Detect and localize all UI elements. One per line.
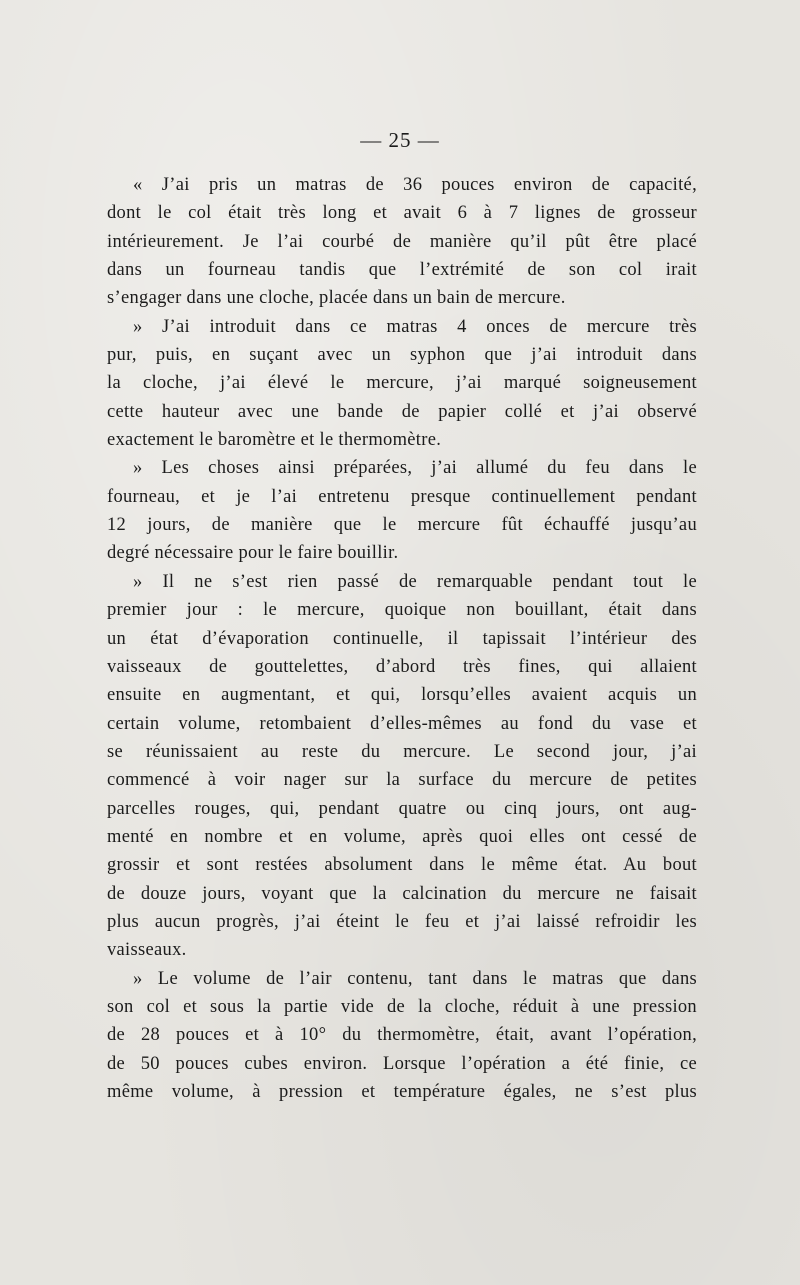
text-line: de 28 pouces et à 10° du thermomètre, était, avant l’opération, — [107, 1025, 697, 1046]
text-line: vaisseaux de gouttelettes, d’abord très fines, qui allaient — [107, 656, 697, 677]
text-line: de douze jours, voyant que la calcination du mercure ne faisait — [107, 883, 697, 904]
text-line: grossir et sont restées absolument dans le même état. Au bout — [107, 855, 697, 876]
text-line: intérieurement. Je l’ai courbé de manière qu’il pût être placé — [107, 231, 697, 252]
text-line: fourneau, et je l’ai entretenu presque continuellement pendant — [107, 486, 697, 507]
text-line: » Le volume de l’air contenu, tant dans le matras que dans — [133, 968, 697, 989]
text-line: vaisseaux. — [107, 940, 187, 961]
text-line: menté en nombre et en volume, après quoi elles ont cessé de — [107, 826, 697, 847]
body-text — [107, 171, 697, 1106]
text-line: se réunissaient au reste du mercure. Le second jour, j’ai — [107, 741, 697, 762]
text-line: dont le col était très long et avait 6 à 7 lignes de grosseur — [107, 203, 697, 224]
text-line: degré nécessaire pour le faire bouillir. — [107, 543, 399, 564]
text-line: un état d’évaporation continuelle, il tapissait l’intérieur des — [107, 628, 697, 649]
paragraph — [107, 454, 697, 567]
text-line: plus aucun progrès, j’ai éteint le feu et j’ai laissé refroidir les — [107, 911, 697, 932]
text-line: » J’ai introduit dans ce matras 4 onces de mercure très — [133, 316, 697, 337]
text-line: cette hauteur avec une bande de papier collé et j’ai observé — [107, 401, 697, 422]
text-line: exactement le baromètre et le thermomètre. — [107, 430, 442, 451]
text-line: dans un fourneau tandis que l’extrémité de son col irait — [107, 260, 697, 281]
text-line: pur, puis, en suçant avec un syphon que j’ai introduit dans — [107, 345, 697, 366]
paragraph — [107, 568, 697, 965]
text-line: 12 jours, de manière que le mercure fût échauffé jusqu’au — [107, 515, 697, 536]
text-line: certain volume, retombaient d’elles-mêmes au fond du vase et — [107, 713, 697, 734]
text-line: son col et sous la partie vide de la cloche, réduit à une pression — [107, 996, 697, 1017]
paragraph — [107, 965, 697, 1107]
text-line: la cloche, j’ai élevé le mercure, j’ai marqué soigneusement — [107, 373, 697, 394]
text-line: ensuite en augmentant, et qui, lorsqu’elles avaient acquis un — [107, 685, 697, 706]
text-line: même volume, à pression et température égales, ne s’est plus — [107, 1082, 697, 1102]
paragraph — [107, 313, 697, 455]
text-line: « J’ai pris un matras de 36 pouces environ de capacité, — [133, 175, 697, 195]
text-line: premier jour : le mercure, quoique non bouillant, était dans — [107, 600, 697, 621]
text-line: » Il ne s’est rien passé de remarquable pendant tout le — [133, 571, 697, 592]
text-line: de 50 pouces cubes environ. Lorsque l’opération a été finie, ce — [107, 1053, 697, 1074]
page-number: — 25 — — [360, 128, 440, 152]
text-line: » Les choses ainsi préparées, j’ai allumé du feu dans le — [133, 458, 697, 479]
text-line: commencé à voir nager sur la surface du mercure de petites — [107, 770, 697, 791]
text-line: s’engager dans une cloche, placée dans un bain de mercure. — [107, 288, 566, 309]
text-line: parcelles rouges, qui, pendant quatre ou cinq jours, ont aug- — [107, 798, 697, 819]
paragraph — [107, 171, 697, 313]
